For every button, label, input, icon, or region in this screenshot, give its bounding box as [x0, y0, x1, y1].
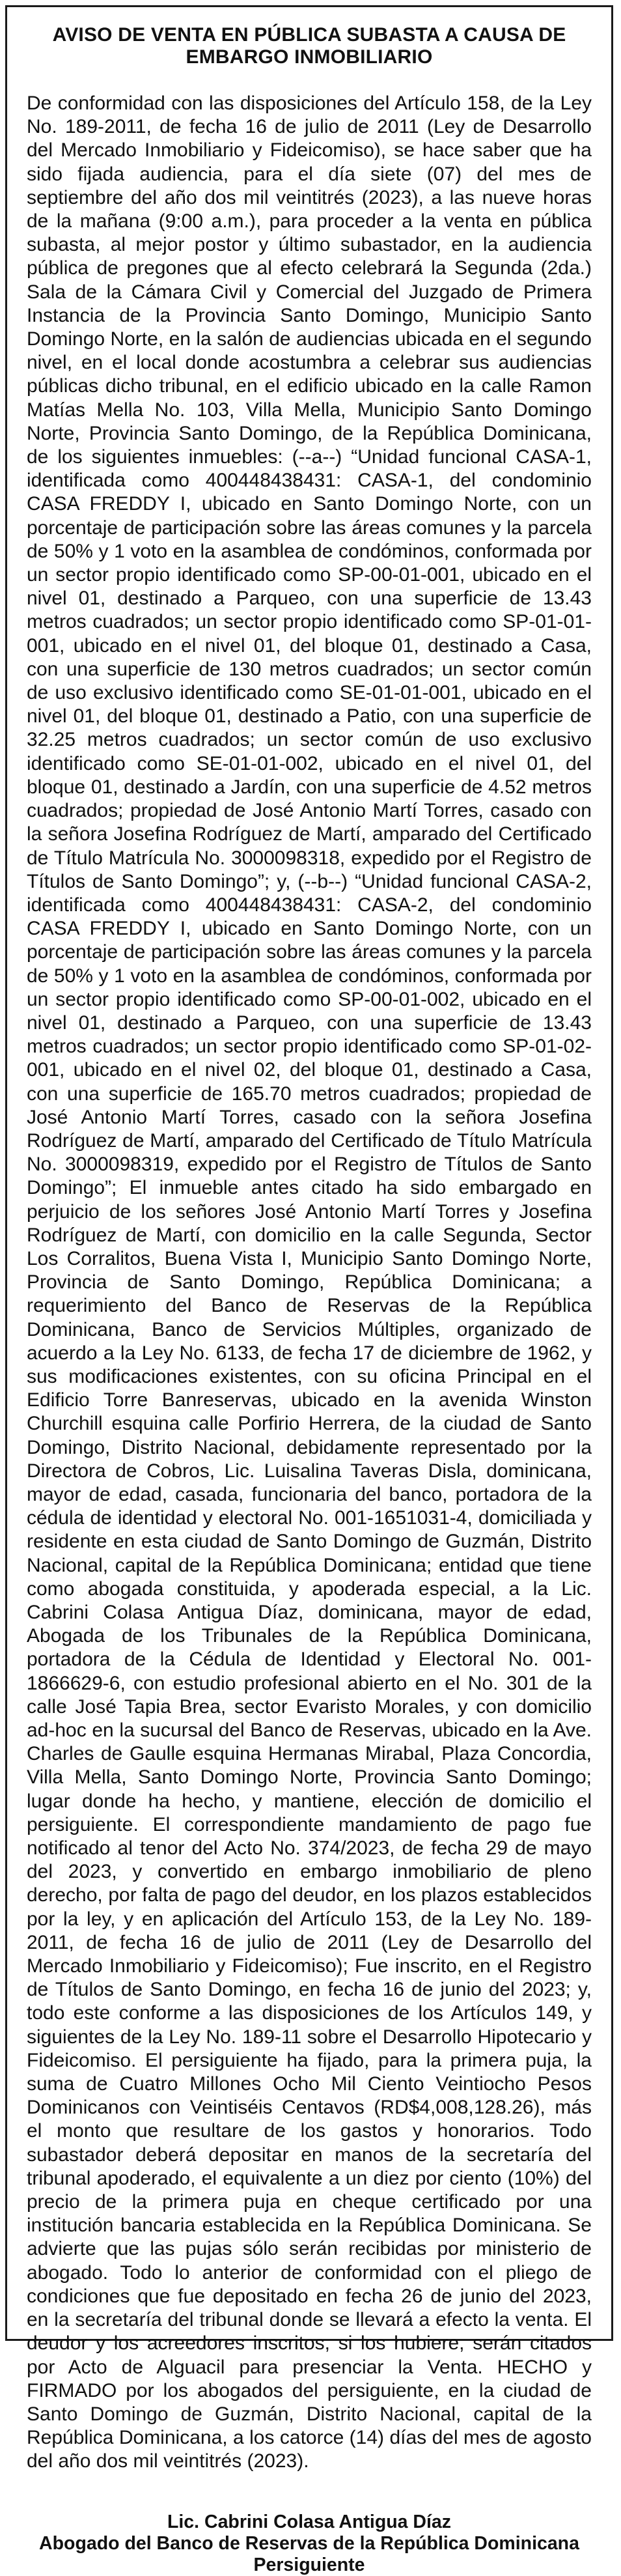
notice-body: De conformidad con las disposiciones del Artículo 158, de la Ley No. 189-2011, de fecha 16 de julio de 2011 (Ley de Desarrollo del Mercado Inmobiliario y Fideicomiso), se hace saber que ha sido fijada audiencia, para el día siete (07) del mes de septiembre del año dos mil veintitrés (2023), a las nueve horas de la mañana (9:00 a.m.), para proceder a la venta en pública subasta, al mejor postor y último subastador, en la audiencia pública de pregones que al efecto celebrará la Segunda (2da.) Sala de la Cámara Civil y Comercial del Juzgado de Primera Instancia de la Provincia Santo Domingo, Municipio Santo Domingo Norte, en la salón de audiencias ubicada en el segundo nivel, en el local donde acostumbra a celebrar sus audiencias públicas dicho tribunal, en el edificio ubicado en la calle Ramon Matías Mella No. 103, Villa Mella, Municipio Santo Domingo Norte, Provincia Santo Domingo, de la República Dominicana, de los siguientes inmuebles: (--a--) “Unidad funcional CASA-1, identificada como 400448438431: CASA-1, del condominio CASA FREDDY I, ubicado en Santo Domingo Norte, con un porcentaje de participación sobre las áreas comunes y la parcela de 50% y 1 voto en la asamblea de condóminos, conformada por un sector propio identificado como SP-00-01-001, ubicado en el nivel 01, destinado a Parqueo, con una superficie de 13.43 metros cuadrados; un sector propio identificado como SP-01-01-001, ubicado en el nivel 01, del bloque 01, destinado a Casa, con una superficie de 130 metros cuadrados; un sector común de uso exclusivo identificado como SE-01-01-001, ubicado en el nivel 01, del bloque 01, destinado a Patio, con una superficie de 32.25 metros cuadrados; un sector común de uso exclusivo identificado como SE-01-01-002, ubicado en el nivel 01, del bloque 01, destinado a Jardín, con una superficie de 4.52 metros cuadrados; propiedad de José Antonio Martí Torres, casado con la señora Josefina Rodríguez de Martí, amparado del Certificado de Título Matrícula No. 3000098318, expedido por el Registro de Títulos de Santo Domingo”; y, (--b--) “Unidad funcional CASA-2, identificada como 400448438431: CASA-2, del condominio CASA FREDDY I, ubicado en Santo Domingo Norte, con un porcentaje de participación sobre las áreas comunes y la parcela de 50% y 1 voto en la asamblea de condóminos, conformada por un sector propio identificado como SP-00-01-002, ubicado en el nivel 01, destinado a Parqueo, con una superficie de 13.43 metros cuadrados; un sector propio identificado como SP-01-02-001, ubicado en el nivel 02, del bloque 01, destinado a Casa, con una superficie de 165.70 metros cuadrados; propiedad de José Antonio Martí Torres, casado con la señora Josefina Rodríguez de Martí, amparado del Certificado de Título Matrícula No. 3000098319, expedido por el Registro de Títulos de Santo Domingo”; El inmueble antes citado ha sido embargado en perjuicio de los señores José Antonio Martí Torres y Josefina Rodríguez de Martí, con domicilio en la calle Segunda, Sector Los Corralitos, Buena Vista I, Municipio Santo Domingo Norte, Provincia de Santo Domingo, República Dominicana; a requerimiento del Banco de Reservas de la República Dominicana, Banco de Servicios Múltiples, organizado de acuerdo a la Ley No. 6133, de fecha 17 de diciembre de 1962, y sus modificaciones existentes, con su oficina Principal en el Edificio Torre Banreservas, ubicado en la avenida Winston Churchill esquina calle Porfirio Herrera, de la ciudad de Santo Domingo, Distrito Nacional, debidamente representado por la Directora de Cobros, Lic. Luisalina Taveras Disla, dominicana, mayor de edad, casada, funcionaria del banco, portadora de la cédula de identidad y electoral No. 001-1651031-4, domiciliada y residente en esta ciudad de Santo Domingo de Guzmán, Distrito Nacional, capital de la República Dominicana; entidad que tiene como abogada constituida, y apoderada especial, a la Lic. Cabrini Colasa Antigua Díaz, dominicana, mayor de edad, Abogada de los Tribunales de la República Dominicana, portadora de la Cédula de Identidad y Electoral No. 001-1866629-6, con estudio profesional abierto en el No. 301 de la calle José Tapia Brea, sector Evaristo Morales, y con domicilio ad-hoc en la sucursal del Banco de Reservas, ubicado en la Ave. Charles de Gaulle esquina Hermanas Mirabal, Plaza Concordia, Villa Mella, Santo Domingo Norte, Provincia Santo Domingo; lugar donde ha hecho, y mantiene, elección de domicilio el persiguiente. El correspondiente mandamiento de pago fue notificado al tenor del Acto No. 374/2023, de fecha 29 de mayo del 2023, y convertido en embargo inmobiliario de pleno derecho, por falta de pago del deudor, en los plazos establecidos por la ley, y en aplicación del Artículo 153, de la Ley No. 189-2011, de fecha 16 de julio de 2011 (Ley de Desarrollo del Mercado Inmobiliario y Fideicomiso); Fue inscrito, en el Registro de Títulos de Santo Domingo, en fecha 16 de junio del 2023; y, todo este conforme a las disposiciones de los Artículos 149, y siguientes de la Ley No. 189-11 sobre el Desarrollo Hipotecario y Fideicomiso. El persiguiente ha fijado, para la primera puja, la suma de Cuatro Millones Ocho Mil Ciento Veintiocho Pesos Dominicanos con Veintiséis Centavos (RD$4,008,128.26), más el monto que resultare de los gastos y honorarios. Todo subastador deberá depositar en manos de la secretaría del tribunal apoderado, el equivalente a un diez por ciento (10%) del precio de la primera puja en cheque certificado por una institución bancaria establecida en la República Dominicana. Se advierte que las pujas sólo serán recibidas por ministerio de abogado. Todo lo anterior de conformidad con el pliego de condiciones que fue depositado en fecha 26 de junio del 2023, en la secretaría del tribunal donde se llevará a efecto la venta. El deudor y los acreedores inscritos, si los hubiere, serán citados por Acto de Alguacil para presenciar la Venta. HECHO y FIRMADO por los abogados del persiguiente, en la ciudad de Santo Domingo de Guzmán, Distrito Nacional, capital de la República Dominicana, a los catorce (14) días del mes de agosto del año dos mil veintitrés (2023).	[27, 92, 592, 2472]
signature-role: Abogado del Banco de Reservas de la República Dominicana	[39, 2532, 579, 2554]
signature-party: Persiguiente	[253, 2554, 365, 2575]
notice-title	[38, 24, 580, 68]
notice-frame	[5, 5, 613, 2575]
signature-name: Lic. Cabrini Colasa Antigua Díaz	[167, 2511, 452, 2532]
notice-title-line-2: EMBARGO INMOBILIARIO	[186, 46, 433, 68]
signature-block	[7, 2512, 611, 2576]
notice-title-line-1: AVISO DE VENTA EN PÚBLICA SUBASTA A CAUSA DE	[52, 24, 566, 46]
